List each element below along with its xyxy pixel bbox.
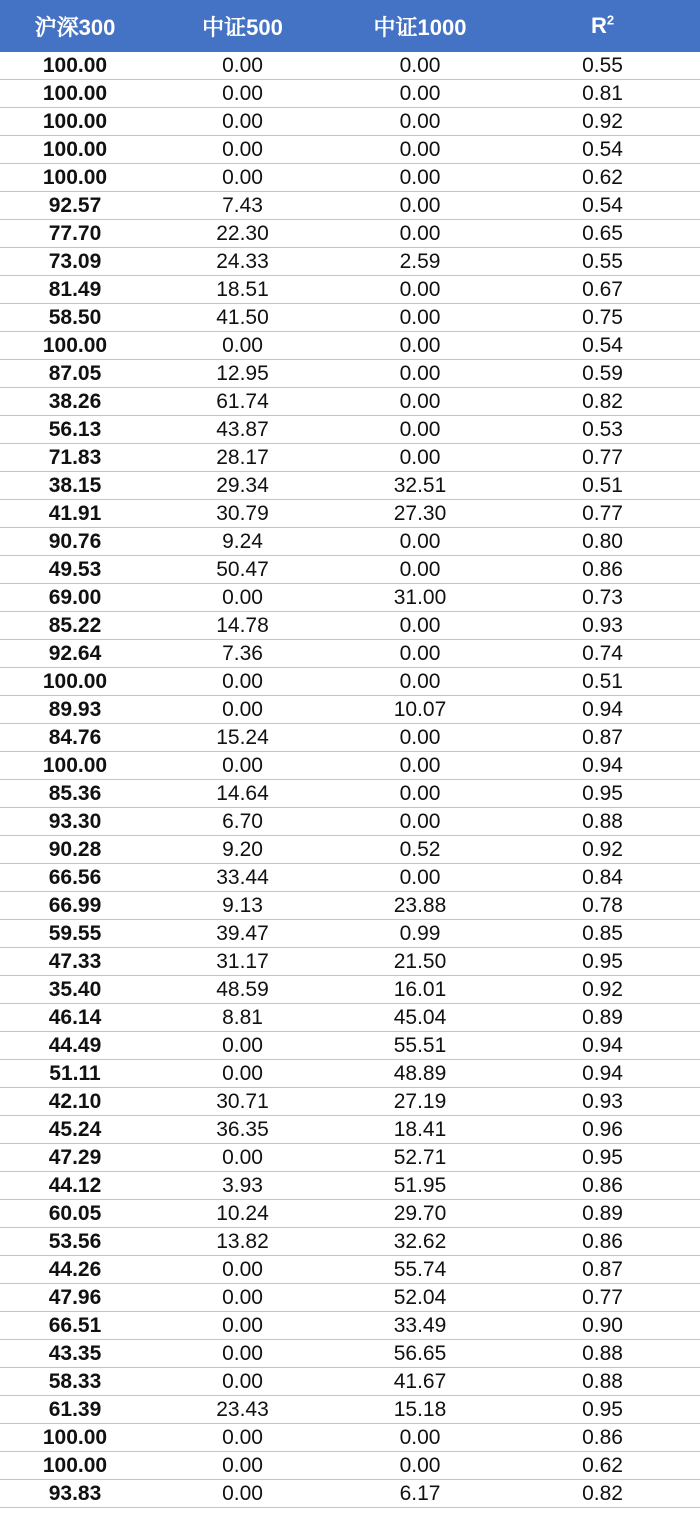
cell-hs300: 90.76 xyxy=(0,528,150,556)
cell-r2: 0.90 xyxy=(505,1312,700,1340)
cell-hs300: 69.00 xyxy=(0,584,150,612)
cell-zz1000: 0.00 xyxy=(335,220,505,248)
cell-hs300: 100.00 xyxy=(0,108,150,136)
cell-zz500: 0.00 xyxy=(150,80,335,108)
header-hs300: 沪深300 xyxy=(0,0,150,52)
table-row xyxy=(0,136,700,164)
cell-zz1000: 0.00 xyxy=(335,164,505,192)
cell-zz500: 0.00 xyxy=(150,108,335,136)
cell-hs300: 85.22 xyxy=(0,612,150,640)
cell-zz1000: 0.99 xyxy=(335,920,505,948)
cell-r2: 0.62 xyxy=(505,1452,700,1480)
cell-hs300: 38.26 xyxy=(0,388,150,416)
cell-hs300: 100.00 xyxy=(0,332,150,360)
cell-zz1000: 0.00 xyxy=(335,136,505,164)
cell-r2: 0.86 xyxy=(505,556,700,584)
table-row xyxy=(0,388,700,416)
cell-zz500: 39.47 xyxy=(150,920,335,948)
cell-zz500: 41.50 xyxy=(150,304,335,332)
cell-hs300: 93.83 xyxy=(0,1480,150,1508)
cell-r2: 0.96 xyxy=(505,1116,700,1144)
cell-r2: 0.88 xyxy=(505,1368,700,1396)
cell-hs300: 35.40 xyxy=(0,976,150,1004)
cell-zz1000: 0.00 xyxy=(335,108,505,136)
header-r2-superscript: 2 xyxy=(606,12,615,28)
cell-hs300: 77.70 xyxy=(0,220,150,248)
cell-zz1000: 0.00 xyxy=(335,1452,505,1480)
cell-r2: 0.51 xyxy=(505,472,700,500)
cell-r2: 0.67 xyxy=(505,276,700,304)
cell-r2: 0.94 xyxy=(505,1032,700,1060)
cell-zz1000: 0.00 xyxy=(335,276,505,304)
cell-r2: 0.92 xyxy=(505,976,700,1004)
table-row xyxy=(0,1368,700,1396)
cell-zz500: 14.78 xyxy=(150,612,335,640)
table-row xyxy=(0,640,700,668)
table-row xyxy=(0,304,700,332)
cell-zz500: 0.00 xyxy=(150,696,335,724)
table-row xyxy=(0,1312,700,1340)
cell-zz1000: 0.00 xyxy=(335,360,505,388)
cell-r2: 0.80 xyxy=(505,528,700,556)
cell-r2: 0.55 xyxy=(505,248,700,276)
cell-hs300: 59.55 xyxy=(0,920,150,948)
cell-zz1000: 0.00 xyxy=(335,304,505,332)
cell-zz500: 0.00 xyxy=(150,1424,335,1452)
cell-zz500: 30.71 xyxy=(150,1088,335,1116)
cell-hs300: 53.56 xyxy=(0,1228,150,1256)
cell-r2: 0.95 xyxy=(505,780,700,808)
cell-zz500: 0.00 xyxy=(150,1368,335,1396)
cell-zz1000: 0.00 xyxy=(335,612,505,640)
cell-zz500: 0.00 xyxy=(150,668,335,696)
table-row xyxy=(0,164,700,192)
cell-zz1000: 45.04 xyxy=(335,1004,505,1032)
cell-zz500: 36.35 xyxy=(150,1116,335,1144)
cell-zz1000: 0.00 xyxy=(335,640,505,668)
cell-zz500: 29.34 xyxy=(150,472,335,500)
cell-zz500: 28.17 xyxy=(150,444,335,472)
table-row xyxy=(0,1228,700,1256)
cell-zz500: 0.00 xyxy=(150,164,335,192)
cell-zz1000: 41.67 xyxy=(335,1368,505,1396)
table-row xyxy=(0,780,700,808)
cell-zz1000: 0.00 xyxy=(335,416,505,444)
header-zz1000: 中证1000 xyxy=(335,0,505,52)
cell-zz1000: 0.00 xyxy=(335,724,505,752)
cell-hs300: 100.00 xyxy=(0,164,150,192)
cell-zz500: 14.64 xyxy=(150,780,335,808)
cell-zz500: 0.00 xyxy=(150,1452,335,1480)
cell-hs300: 60.05 xyxy=(0,1200,150,1228)
cell-hs300: 46.14 xyxy=(0,1004,150,1032)
table-row xyxy=(0,1004,700,1032)
cell-r2: 0.77 xyxy=(505,444,700,472)
table-row xyxy=(0,1284,700,1312)
cell-hs300: 100.00 xyxy=(0,80,150,108)
table-row xyxy=(0,808,700,836)
cell-r2: 0.77 xyxy=(505,1284,700,1312)
cell-zz1000: 0.00 xyxy=(335,388,505,416)
cell-hs300: 58.33 xyxy=(0,1368,150,1396)
cell-zz500: 33.44 xyxy=(150,864,335,892)
cell-hs300: 49.53 xyxy=(0,556,150,584)
table-row xyxy=(0,556,700,584)
cell-r2: 0.73 xyxy=(505,584,700,612)
table-row xyxy=(0,416,700,444)
cell-zz500: 0.00 xyxy=(150,584,335,612)
cell-zz1000: 6.17 xyxy=(335,1480,505,1508)
cell-zz500: 18.51 xyxy=(150,276,335,304)
cell-zz1000: 10.07 xyxy=(335,696,505,724)
cell-zz1000: 23.88 xyxy=(335,892,505,920)
cell-zz500: 22.30 xyxy=(150,220,335,248)
table-body xyxy=(0,52,700,1508)
cell-hs300: 73.09 xyxy=(0,248,150,276)
cell-r2: 0.86 xyxy=(505,1172,700,1200)
cell-zz500: 0.00 xyxy=(150,1312,335,1340)
cell-r2: 0.88 xyxy=(505,808,700,836)
cell-hs300: 44.49 xyxy=(0,1032,150,1060)
cell-hs300: 84.76 xyxy=(0,724,150,752)
cell-r2: 0.94 xyxy=(505,696,700,724)
cell-hs300: 71.83 xyxy=(0,444,150,472)
cell-zz500: 12.95 xyxy=(150,360,335,388)
table-row xyxy=(0,864,700,892)
table-row xyxy=(0,668,700,696)
cell-r2: 0.93 xyxy=(505,1088,700,1116)
cell-zz1000: 0.00 xyxy=(335,556,505,584)
cell-zz500: 0.00 xyxy=(150,1256,335,1284)
cell-r2: 0.84 xyxy=(505,864,700,892)
cell-zz500: 0.00 xyxy=(150,332,335,360)
cell-zz1000: 52.04 xyxy=(335,1284,505,1312)
cell-r2: 0.87 xyxy=(505,1256,700,1284)
table-row xyxy=(0,1116,700,1144)
cell-zz1000: 0.00 xyxy=(335,864,505,892)
table-row xyxy=(0,1396,700,1424)
cell-hs300: 56.13 xyxy=(0,416,150,444)
cell-hs300: 44.12 xyxy=(0,1172,150,1200)
cell-zz1000: 0.00 xyxy=(335,808,505,836)
cell-hs300: 100.00 xyxy=(0,136,150,164)
cell-zz1000: 31.00 xyxy=(335,584,505,612)
cell-r2: 0.65 xyxy=(505,220,700,248)
cell-hs300: 92.64 xyxy=(0,640,150,668)
cell-zz500: 15.24 xyxy=(150,724,335,752)
cell-r2: 0.54 xyxy=(505,192,700,220)
cell-zz1000: 15.18 xyxy=(335,1396,505,1424)
cell-zz1000: 0.00 xyxy=(335,52,505,80)
table-row xyxy=(0,724,700,752)
table-row xyxy=(0,80,700,108)
cell-zz500: 7.43 xyxy=(150,192,335,220)
cell-r2: 0.81 xyxy=(505,80,700,108)
cell-r2: 0.75 xyxy=(505,304,700,332)
cell-zz500: 0.00 xyxy=(150,52,335,80)
cell-zz500: 9.13 xyxy=(150,892,335,920)
cell-hs300: 41.91 xyxy=(0,500,150,528)
cell-hs300: 47.29 xyxy=(0,1144,150,1172)
cell-zz1000: 55.74 xyxy=(335,1256,505,1284)
table-row xyxy=(0,612,700,640)
cell-zz1000: 32.62 xyxy=(335,1228,505,1256)
cell-r2: 0.92 xyxy=(505,836,700,864)
cell-zz1000: 55.51 xyxy=(335,1032,505,1060)
cell-hs300: 47.96 xyxy=(0,1284,150,1312)
cell-zz1000: 21.50 xyxy=(335,948,505,976)
cell-r2: 0.89 xyxy=(505,1004,700,1032)
header-r2 xyxy=(505,0,700,52)
cell-zz1000: 56.65 xyxy=(335,1340,505,1368)
cell-zz500: 13.82 xyxy=(150,1228,335,1256)
cell-zz1000: 2.59 xyxy=(335,248,505,276)
table-row xyxy=(0,528,700,556)
table-row xyxy=(0,1452,700,1480)
cell-zz1000: 48.89 xyxy=(335,1060,505,1088)
cell-r2: 0.92 xyxy=(505,108,700,136)
cell-zz1000: 52.71 xyxy=(335,1144,505,1172)
table-row xyxy=(0,976,700,1004)
cell-hs300: 58.50 xyxy=(0,304,150,332)
cell-hs300: 61.39 xyxy=(0,1396,150,1424)
cell-zz1000: 0.00 xyxy=(335,668,505,696)
cell-hs300: 85.36 xyxy=(0,780,150,808)
cell-zz500: 48.59 xyxy=(150,976,335,1004)
cell-zz1000: 0.52 xyxy=(335,836,505,864)
cell-r2: 0.77 xyxy=(505,500,700,528)
cell-hs300: 66.51 xyxy=(0,1312,150,1340)
table-row xyxy=(0,892,700,920)
table-row xyxy=(0,1200,700,1228)
cell-zz500: 23.43 xyxy=(150,1396,335,1424)
table-row xyxy=(0,444,700,472)
cell-r2: 0.94 xyxy=(505,752,700,780)
cell-hs300: 44.26 xyxy=(0,1256,150,1284)
cell-r2: 0.94 xyxy=(505,1060,700,1088)
cell-zz1000: 0.00 xyxy=(335,528,505,556)
cell-zz500: 0.00 xyxy=(150,1060,335,1088)
table-row xyxy=(0,332,700,360)
cell-hs300: 100.00 xyxy=(0,52,150,80)
table-row xyxy=(0,1032,700,1060)
cell-zz500: 31.17 xyxy=(150,948,335,976)
cell-hs300: 66.56 xyxy=(0,864,150,892)
table-row xyxy=(0,248,700,276)
cell-zz500: 0.00 xyxy=(150,1284,335,1312)
cell-zz1000: 0.00 xyxy=(335,752,505,780)
cell-zz500: 0.00 xyxy=(150,136,335,164)
table-row xyxy=(0,1340,700,1368)
cell-zz500: 61.74 xyxy=(150,388,335,416)
cell-zz1000: 18.41 xyxy=(335,1116,505,1144)
table-row xyxy=(0,948,700,976)
cell-r2: 0.51 xyxy=(505,668,700,696)
header-row xyxy=(0,0,700,52)
cell-zz500: 0.00 xyxy=(150,1144,335,1172)
table-row xyxy=(0,1144,700,1172)
cell-zz500: 0.00 xyxy=(150,1340,335,1368)
table-row xyxy=(0,500,700,528)
cell-zz500: 10.24 xyxy=(150,1200,335,1228)
cell-r2: 0.55 xyxy=(505,52,700,80)
cell-hs300: 38.15 xyxy=(0,472,150,500)
cell-zz500: 0.00 xyxy=(150,1032,335,1060)
cell-zz500: 43.87 xyxy=(150,416,335,444)
cell-r2: 0.86 xyxy=(505,1424,700,1452)
cell-hs300: 92.57 xyxy=(0,192,150,220)
table-row xyxy=(0,192,700,220)
cell-hs300: 81.49 xyxy=(0,276,150,304)
table-row xyxy=(0,276,700,304)
table-row xyxy=(0,52,700,80)
cell-hs300: 93.30 xyxy=(0,808,150,836)
table-row xyxy=(0,1480,700,1508)
cell-r2: 0.54 xyxy=(505,136,700,164)
cell-hs300: 87.05 xyxy=(0,360,150,388)
cell-zz1000: 16.01 xyxy=(335,976,505,1004)
cell-r2: 0.89 xyxy=(505,1200,700,1228)
cell-zz1000: 27.19 xyxy=(335,1088,505,1116)
cell-r2: 0.82 xyxy=(505,1480,700,1508)
cell-hs300: 100.00 xyxy=(0,1452,150,1480)
cell-zz1000: 0.00 xyxy=(335,780,505,808)
cell-r2: 0.53 xyxy=(505,416,700,444)
table-row xyxy=(0,472,700,500)
cell-zz1000: 27.30 xyxy=(335,500,505,528)
table-row xyxy=(0,752,700,780)
header-r2-label: R xyxy=(590,13,607,38)
cell-r2: 0.59 xyxy=(505,360,700,388)
cell-zz500: 3.93 xyxy=(150,1172,335,1200)
table-row xyxy=(0,1256,700,1284)
table-row xyxy=(0,1060,700,1088)
cell-hs300: 66.99 xyxy=(0,892,150,920)
table-row xyxy=(0,360,700,388)
table-row xyxy=(0,696,700,724)
cell-hs300: 51.11 xyxy=(0,1060,150,1088)
cell-zz500: 9.24 xyxy=(150,528,335,556)
cell-zz500: 0.00 xyxy=(150,1480,335,1508)
cell-hs300: 47.33 xyxy=(0,948,150,976)
cell-zz1000: 0.00 xyxy=(335,192,505,220)
cell-zz500: 0.00 xyxy=(150,752,335,780)
cell-r2: 0.62 xyxy=(505,164,700,192)
table-row xyxy=(0,108,700,136)
cell-r2: 0.82 xyxy=(505,388,700,416)
table-row xyxy=(0,836,700,864)
cell-r2: 0.74 xyxy=(505,640,700,668)
cell-r2: 0.95 xyxy=(505,948,700,976)
cell-zz1000: 29.70 xyxy=(335,1200,505,1228)
cell-hs300: 43.35 xyxy=(0,1340,150,1368)
cell-zz500: 7.36 xyxy=(150,640,335,668)
cell-zz500: 9.20 xyxy=(150,836,335,864)
cell-hs300: 100.00 xyxy=(0,1424,150,1452)
table-row xyxy=(0,920,700,948)
cell-hs300: 89.93 xyxy=(0,696,150,724)
cell-hs300: 100.00 xyxy=(0,668,150,696)
cell-zz1000: 0.00 xyxy=(335,1424,505,1452)
cell-hs300: 90.28 xyxy=(0,836,150,864)
cell-r2: 0.87 xyxy=(505,724,700,752)
cell-zz500: 6.70 xyxy=(150,808,335,836)
cell-r2: 0.95 xyxy=(505,1396,700,1424)
cell-zz1000: 51.95 xyxy=(335,1172,505,1200)
cell-r2: 0.95 xyxy=(505,1144,700,1172)
table-row xyxy=(0,584,700,612)
cell-hs300: 42.10 xyxy=(0,1088,150,1116)
table-row xyxy=(0,1172,700,1200)
cell-zz500: 8.81 xyxy=(150,1004,335,1032)
cell-r2: 0.86 xyxy=(505,1228,700,1256)
cell-hs300: 45.24 xyxy=(0,1116,150,1144)
cell-r2: 0.54 xyxy=(505,332,700,360)
table-header xyxy=(0,0,700,52)
table-row xyxy=(0,1088,700,1116)
cell-zz1000: 0.00 xyxy=(335,80,505,108)
cell-zz500: 30.79 xyxy=(150,500,335,528)
cell-zz500: 24.33 xyxy=(150,248,335,276)
cell-r2: 0.78 xyxy=(505,892,700,920)
cell-zz1000: 0.00 xyxy=(335,332,505,360)
cell-zz500: 50.47 xyxy=(150,556,335,584)
cell-zz1000: 0.00 xyxy=(335,444,505,472)
cell-r2: 0.85 xyxy=(505,920,700,948)
table-row xyxy=(0,1424,700,1452)
cell-r2: 0.88 xyxy=(505,1340,700,1368)
cell-hs300: 100.00 xyxy=(0,752,150,780)
cell-zz1000: 33.49 xyxy=(335,1312,505,1340)
cell-zz1000: 32.51 xyxy=(335,472,505,500)
table-row xyxy=(0,220,700,248)
cell-r2: 0.93 xyxy=(505,612,700,640)
header-zz500: 中证500 xyxy=(150,0,335,52)
